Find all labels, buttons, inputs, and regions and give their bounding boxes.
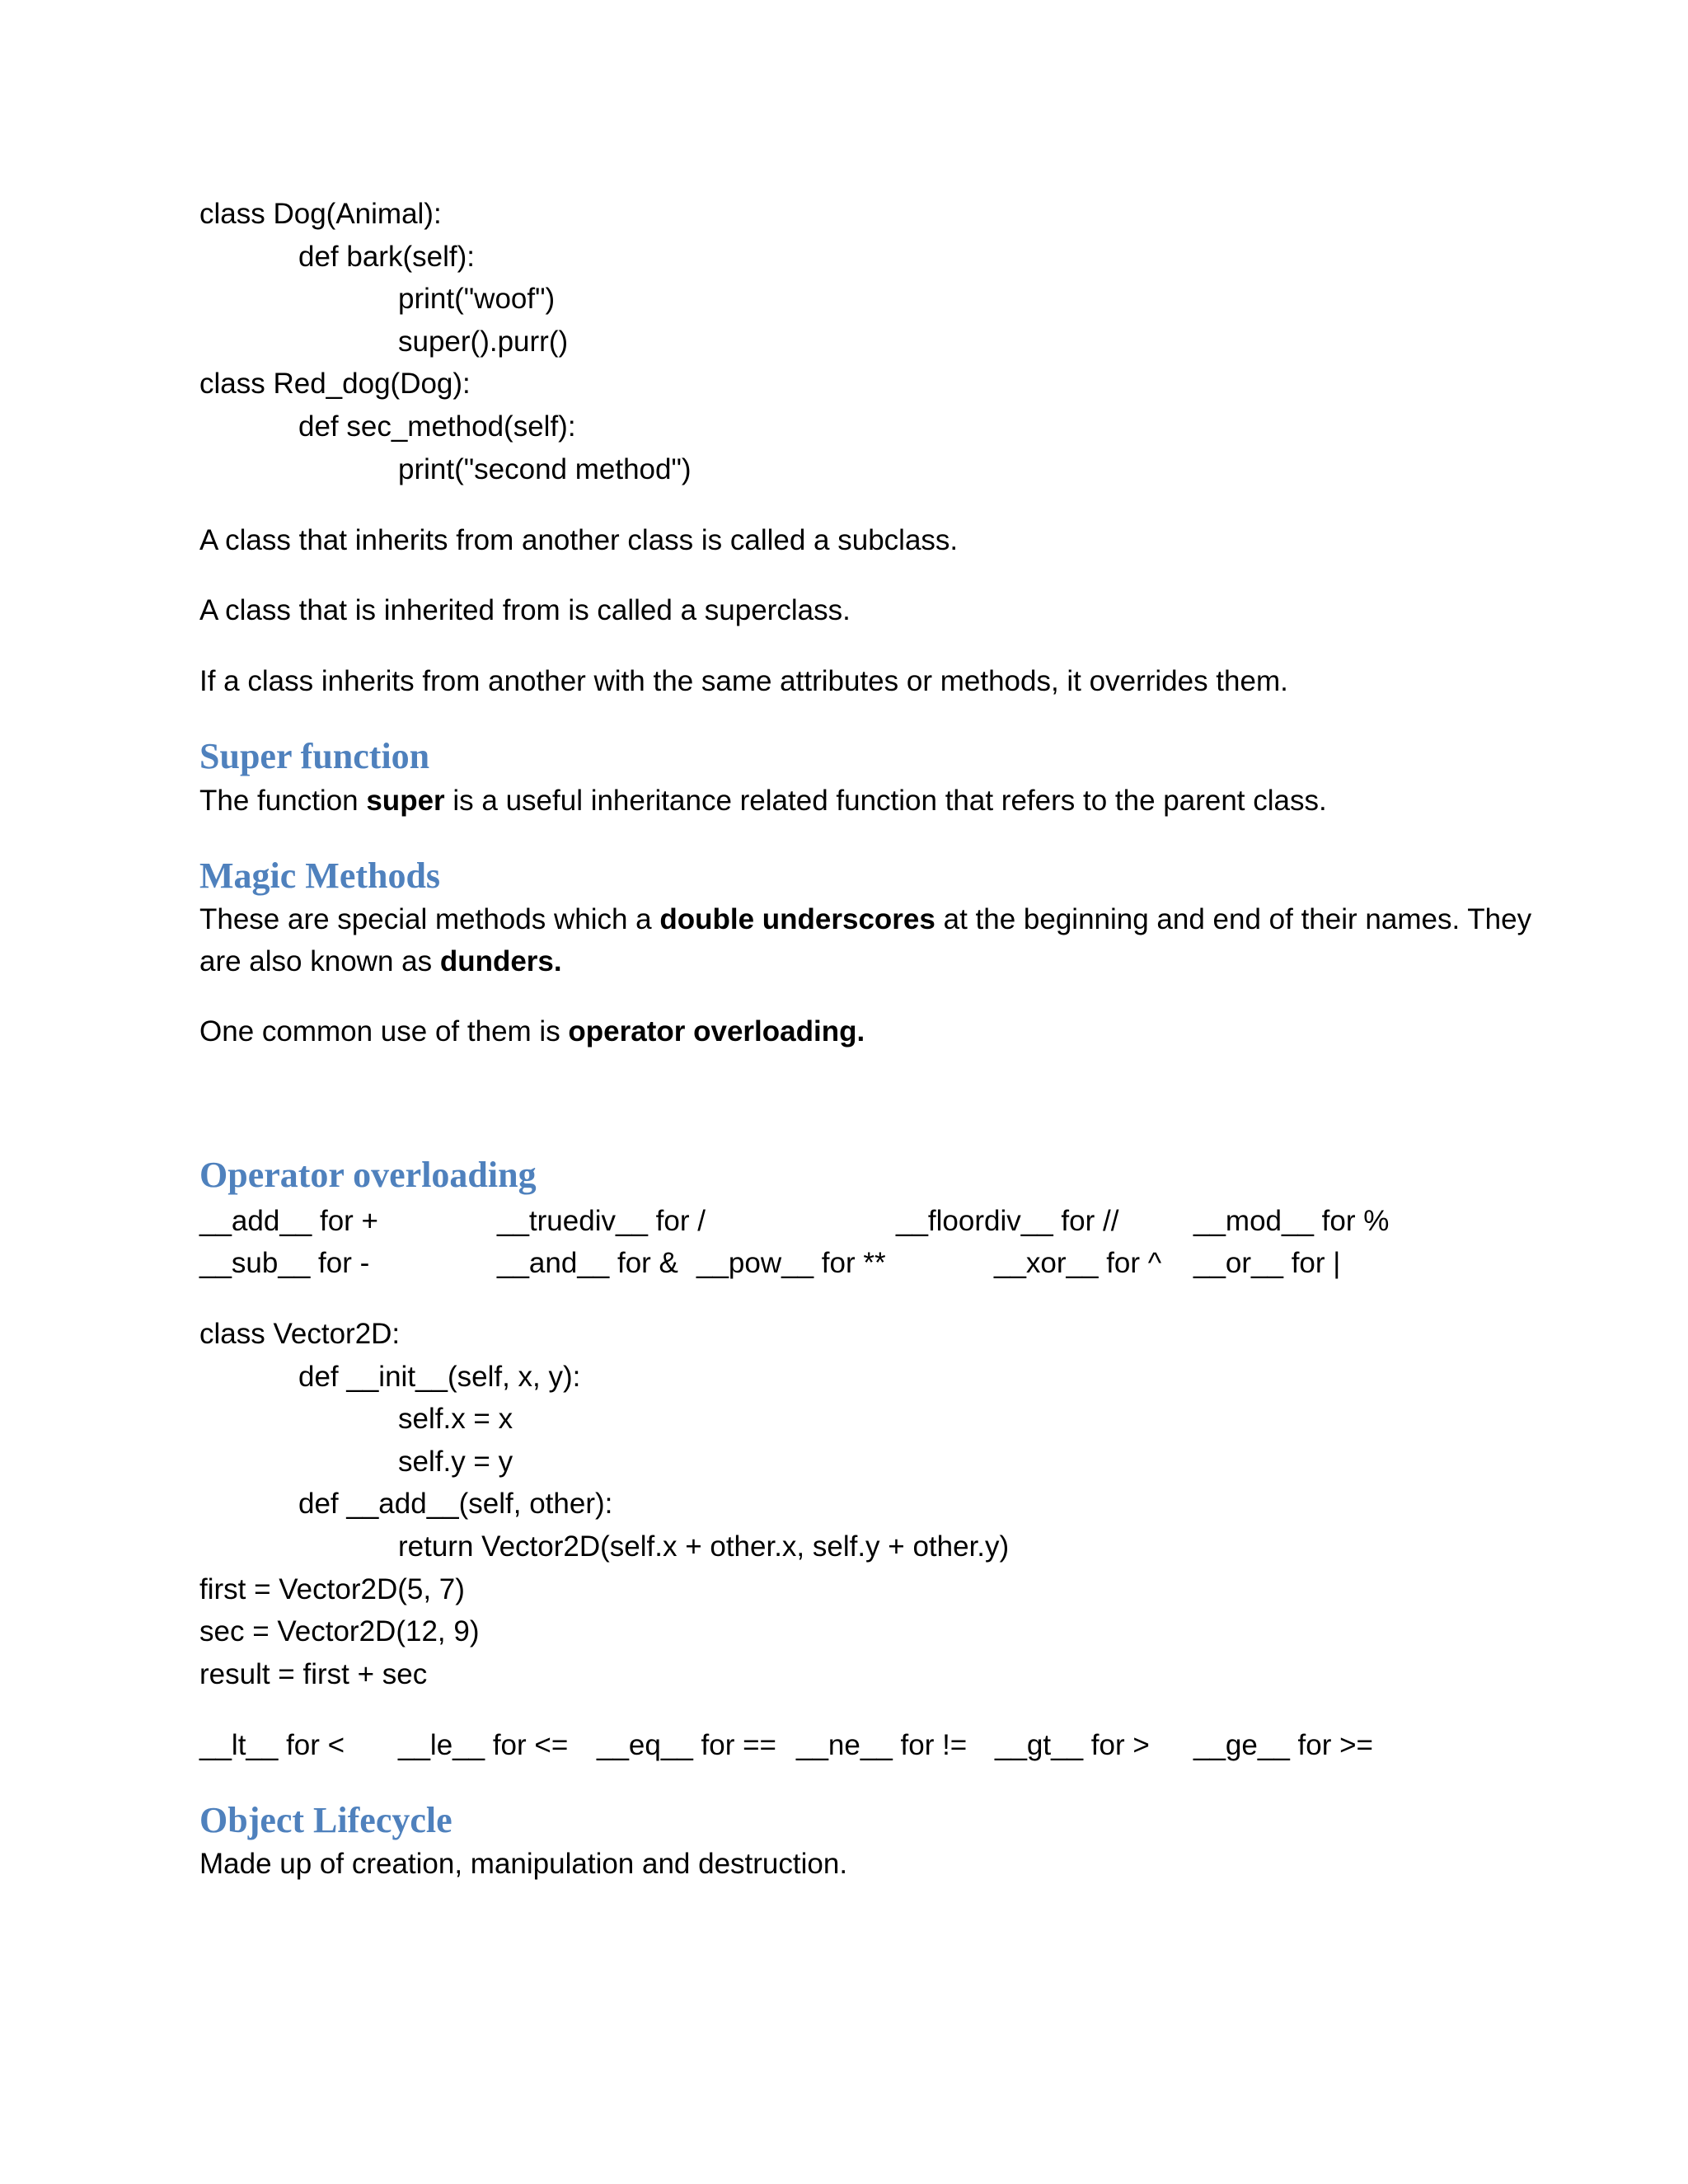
heading-super-function: Super function xyxy=(199,736,430,776)
paragraph-magic-3: One common use of them is operator overloading. xyxy=(199,1015,865,1047)
paragraph-lifecycle: Made up of creation, manipulation and destruction. xyxy=(199,1848,848,1880)
heading-operator-overloading: Operator overloading xyxy=(199,1155,537,1195)
operator-entry: __sub__ for - xyxy=(199,1247,370,1279)
comparison-entry: __gt__ for > xyxy=(995,1729,1150,1761)
code-line: class Red_dog(Dog): xyxy=(199,368,471,400)
code-line: self.y = y xyxy=(398,1446,513,1478)
code-line: self.x = x xyxy=(398,1403,513,1435)
paragraph-magic-1: These are special methods which a double underscores at the beginning and end of their names. They xyxy=(199,903,1532,935)
heading-magic-methods: Magic Methods xyxy=(199,855,441,896)
comparison-entry: __ne__ for != xyxy=(796,1729,968,1761)
comparison-entry: __eq__ for == xyxy=(597,1729,776,1761)
comparison-entry: __ge__ for >= xyxy=(1193,1729,1373,1761)
operator-entry: __floordiv__ for // xyxy=(896,1205,1119,1237)
paragraph-superclass: A class that is inherited from is called a superclass. xyxy=(199,594,851,626)
paragraph-override: If a class inherits from another with the same attributes or methods, it overrides them. xyxy=(199,665,1288,697)
code-line: class Dog(Animal): xyxy=(199,198,442,230)
paragraph-super: The function super is a useful inheritance related function that refers to the parent class. xyxy=(199,785,1327,817)
operator-entry: __pow__ for ** xyxy=(696,1247,886,1279)
operator-entry: __mod__ for % xyxy=(1193,1205,1390,1237)
paragraph-subclass: A class that inherits from another class is called a subclass. xyxy=(199,524,959,556)
operator-entry: __or__ for | xyxy=(1193,1247,1341,1279)
comparison-entry: __lt__ for < xyxy=(199,1729,345,1761)
code-line: return Vector2D(self.x + other.x, self.y + other.y) xyxy=(398,1530,1010,1563)
operator-entry: __and__ for & xyxy=(497,1247,678,1279)
code-line: print("second method") xyxy=(398,453,692,485)
code-line: def sec_method(self): xyxy=(298,410,576,443)
operator-entry: __truediv__ for / xyxy=(497,1205,706,1237)
paragraph-magic-2: are also known as dunders. xyxy=(199,945,562,977)
code-line: def __add__(self, other): xyxy=(298,1488,613,1520)
comparison-entry: __le__ for <= xyxy=(398,1729,569,1761)
heading-object-lifecycle: Object Lifecycle xyxy=(199,1800,452,1840)
code-line: super().purr() xyxy=(398,326,569,358)
code-line: result = first + sec xyxy=(199,1658,428,1690)
code-line: sec = Vector2D(12, 9) xyxy=(199,1615,480,1647)
code-line: def bark(self): xyxy=(298,241,475,273)
operator-entry: __xor__ for ^ xyxy=(994,1247,1162,1279)
code-line: class Vector2D: xyxy=(199,1318,401,1350)
code-line: print("woof") xyxy=(398,283,556,315)
operator-entry: __add__ for + xyxy=(199,1205,378,1237)
code-line: first = Vector2D(5, 7) xyxy=(199,1573,465,1605)
code-line: def __init__(self, x, y): xyxy=(298,1361,581,1393)
